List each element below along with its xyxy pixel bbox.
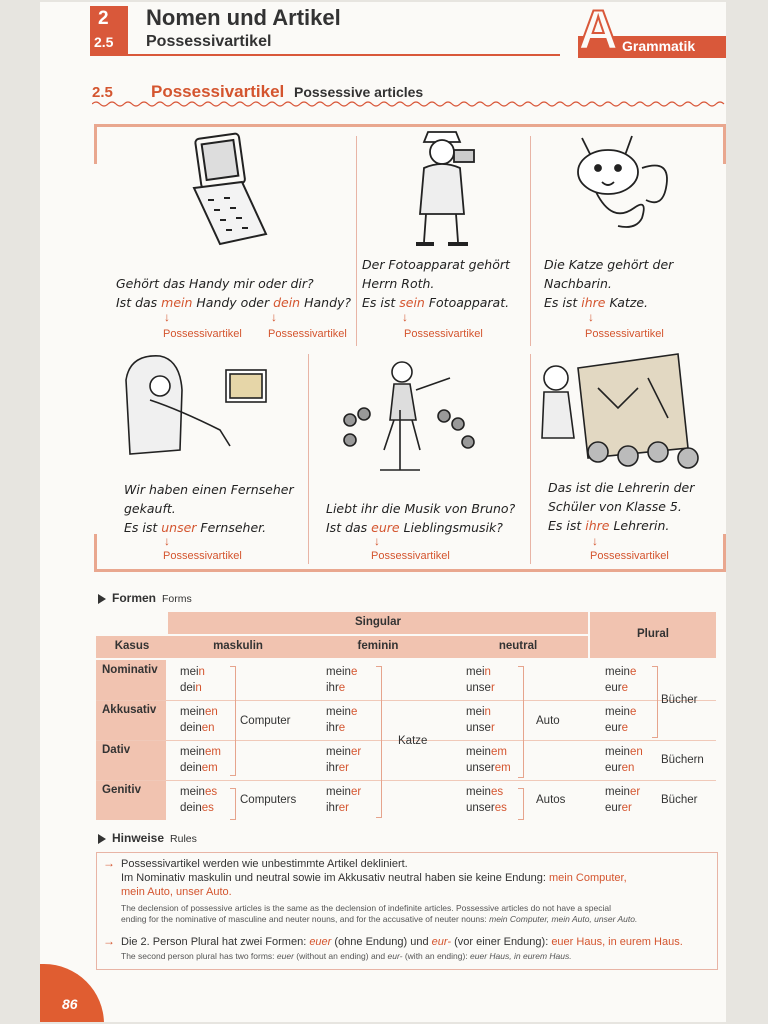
photographer-illustration [398, 124, 488, 252]
form-cell: mein dein [180, 666, 205, 694]
example-line: Gehört das Handy mir oder dir? [116, 276, 314, 291]
mobile-phone-illustration [180, 130, 276, 250]
feminin-header: feminin [357, 640, 399, 652]
down-arrow-icon: ↓ [374, 534, 380, 548]
kasus-dativ: Dativ [102, 744, 131, 756]
bracket [518, 788, 524, 820]
rule-english: The declension of possessive articles is the same as the declension of indefinite articles. Possessive articles do not have a special ending for the nominative of masculine and neuter nouns, and for the accusative of neuter nouns: mein Computer, mein Auto, unser Auto. [121, 903, 638, 924]
divider [530, 136, 531, 346]
triangle-icon [98, 594, 106, 604]
form-cell: mein unser [466, 666, 495, 694]
neutral-header: neutral [498, 640, 538, 652]
form-cell: meine ihre [326, 706, 358, 734]
noun-label: Autos [536, 794, 566, 806]
example-tv: Wir haben einen Fernseher gekauft. Es ist unser Fernseher. [124, 482, 294, 535]
form-cell: meinem deinem [180, 746, 221, 774]
down-arrow-icon: ↓ [592, 534, 598, 548]
grammar-letter: A [578, 2, 619, 61]
example-music: Liebt ihr die Musik von Bruno? Ist das eure Lieblingsmusik? [326, 501, 516, 535]
example-phone [116, 274, 351, 312]
noun-label: Computer [240, 715, 291, 727]
down-arrow-icon: ↓ [271, 310, 277, 324]
example-line: Ist das mein Handy oder dein Handy? [116, 295, 352, 310]
form-cell: meiner eurer [605, 786, 641, 814]
rules-heading: Hinweise Rules [98, 831, 197, 845]
possessive-label: Possessivartikel [590, 550, 669, 562]
bracket [376, 666, 382, 818]
noun-label: Bücher [661, 794, 698, 806]
noun-label: Katze [398, 735, 428, 747]
concert-singer-illustration [340, 350, 480, 480]
down-arrow-icon: ↓ [402, 310, 408, 324]
example-cat: Die Katze gehört der Nachbarin. Es ist ihre Katze. [544, 257, 674, 310]
possessive-label: Possessivartikel [585, 328, 664, 340]
form-cell: meiner ihrer [326, 786, 362, 814]
chapter-subtitle: Possessivartikel [146, 33, 272, 50]
rule-english: The second person plural has two forms: euer (without an ending) and eur- (with an ending): euer Haus, in eurem Haus. [121, 951, 572, 961]
section-title-english: Possessive articles [294, 84, 424, 100]
maskulin-header: maskulin [213, 640, 263, 652]
noun-label: Büchern [661, 754, 704, 766]
form-cell: meines deines [180, 786, 218, 814]
possessive-label: Possessivartikel [404, 328, 483, 340]
possessive-label: Possessivartikel [268, 328, 347, 340]
classroom-teacher-illustration [538, 348, 704, 472]
noun-label: Auto [536, 715, 560, 727]
arrow-right-icon: → [103, 856, 115, 870]
kasus-akkusativ: Akkusativ [102, 704, 157, 716]
rule-text: Possessivartikel werden wie unbestimmte Artikel dekliniert. Im Nominativ maskulin und neutral sowie im Akkusativ neutral haben sie keine Endung: mein Computer, mein Auto, unser Auto. [121, 858, 627, 898]
form-cell: meinem unserem [466, 746, 511, 774]
plural-header: Plural [637, 628, 669, 640]
declension-table [96, 612, 716, 822]
form-cell: mein unser [466, 706, 495, 734]
divider [308, 354, 309, 564]
section-number: 2.5 [92, 84, 113, 101]
triangle-icon [98, 834, 106, 844]
kasus-genitiv: Genitiv [102, 784, 141, 796]
noun-label: Bücher [661, 694, 698, 706]
rules-box [96, 852, 718, 970]
textbook-page [40, 2, 726, 1022]
form-cell: meine eure [605, 706, 637, 734]
example-teacher: Das ist die Lehrerin der Schüler von Klasse 5. Es ist ihre Lehrerin. [548, 480, 695, 533]
bracket [230, 788, 236, 820]
grammar-tab-label: Grammatik [622, 38, 696, 54]
possessive-label: Possessivartikel [371, 550, 450, 562]
bracket [652, 666, 658, 738]
chapter-badge [90, 6, 128, 54]
wavy-divider [92, 100, 726, 108]
example-camera: Der Fotoapparat gehört Herrn Roth. Es ist sein Fotoapparat. [362, 257, 510, 310]
divider [356, 136, 357, 346]
bracket [230, 666, 236, 776]
possessive-label: Possessivartikel [163, 550, 242, 562]
form-cell: meines unseres [466, 786, 507, 814]
form-cell: meinen deinen [180, 706, 218, 734]
header-rule [90, 54, 560, 56]
divider [530, 354, 531, 564]
page-number: 86 [62, 996, 78, 1012]
kasus-nominativ: Nominativ [102, 664, 158, 676]
noun-label: Computers [240, 794, 297, 806]
chapter-title: Nomen und Artikel [146, 5, 341, 30]
possessive-label: Possessivartikel [163, 328, 242, 340]
chapter-number: 2 [98, 8, 109, 29]
kasus-header: Kasus [114, 640, 150, 652]
form-cell: meinen euren [605, 746, 643, 774]
page-number-tab [40, 964, 104, 1022]
forms-heading: Formen Forms [98, 591, 192, 605]
cat-illustration [562, 128, 678, 232]
tv-viewer-illustration [120, 350, 270, 468]
arrow-right-icon: → [103, 934, 115, 948]
chapter-subnumber: 2.5 [94, 34, 114, 50]
singular-header: Singular [354, 616, 401, 628]
bracket [518, 666, 524, 778]
form-cell: meine eure [605, 666, 637, 694]
section-title: Possessivartikel [151, 82, 285, 101]
down-arrow-icon: ↓ [588, 310, 594, 324]
form-cell: meiner ihrer [326, 746, 362, 774]
form-cell: meine ihre [326, 666, 358, 694]
rule-text: Die 2. Person Plural hat zwei Formen: euer (ohne Endung) und eur- (vor einer Endung): euer Haus, in eurem Haus. [121, 936, 683, 948]
down-arrow-icon: ↓ [164, 534, 170, 548]
down-arrow-icon: ↓ [164, 310, 170, 324]
